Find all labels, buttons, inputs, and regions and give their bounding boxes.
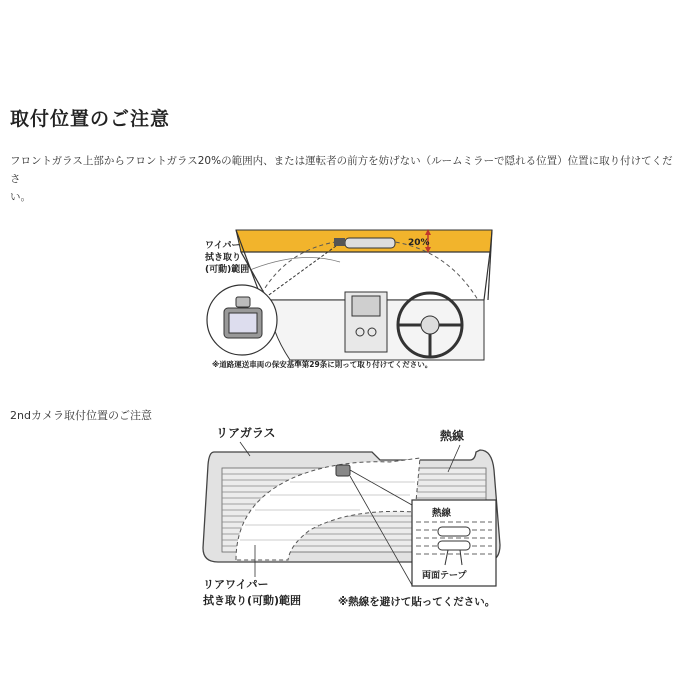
- heat-wire-label: 熱線: [440, 429, 465, 443]
- percent-label: 20%: [408, 238, 430, 248]
- tape-strip-bottom: [438, 541, 470, 550]
- rearview-mirror: [345, 238, 395, 248]
- wiper-label-line1: ワイパー: [205, 241, 241, 251]
- rear-camera-icon: [336, 465, 350, 476]
- rear-camera-heading: 2ndカメラ取付位置のご注意: [10, 409, 152, 422]
- rear-wiper-label-line2: 拭き取り(可動)範囲: [203, 594, 302, 607]
- camera-icon: [334, 238, 345, 246]
- front-windshield-figure: [205, 229, 492, 369]
- rear-wiper-label-line1: リアワイパー: [203, 578, 269, 591]
- rear-glass-label: リアガラス: [216, 426, 276, 440]
- wiper-label-line2: 拭き取り: [205, 253, 242, 263]
- description-line-2: い。: [10, 191, 31, 203]
- inset-heat-wire-label: 熱線: [432, 508, 452, 519]
- wiper-label-line3: (可動)範囲: [205, 265, 250, 275]
- description-line-1: フロントガラス上部からフロントガラス20%の範囲内、または運転者の前方を妨げない（ルームミラーで隠れる位置）位置に取り付けてくださ: [10, 155, 673, 185]
- tape-strip-top: [438, 527, 470, 536]
- rear-glass-figure: [203, 426, 500, 608]
- double-tape-label: 両面テープ: [422, 571, 467, 581]
- regulation-note: ※道路運送車両の保安基準第29条に則って取り付けてください。: [212, 360, 433, 369]
- page-title: 取付位置のご注意: [10, 108, 171, 130]
- avoid-heat-wire-note: ※熱線を避けて貼ってください。: [338, 596, 496, 608]
